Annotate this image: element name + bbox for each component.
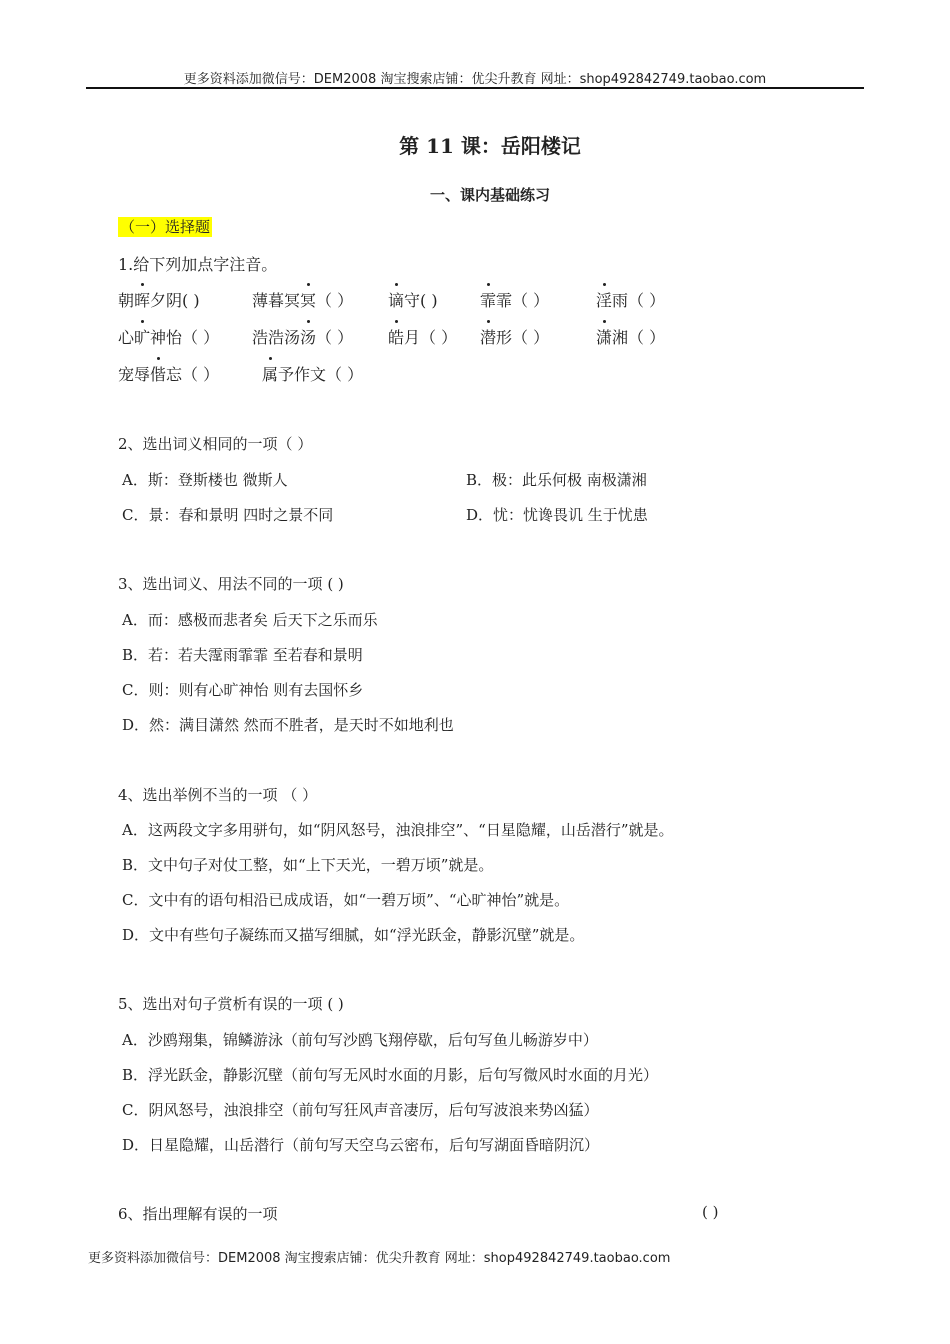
q1-row3-item2: 属予作文（ ） <box>262 362 363 385</box>
q1-row2-item4: 潜形（ ） <box>480 325 549 348</box>
header-rule <box>86 87 864 89</box>
q1-row2-item3: 皓月（ ） <box>388 325 457 348</box>
q4-option-c: C．文中有的语句相沿已成成语，如“一碧万顷”、“心旷神怡”就是。 <box>122 891 570 909</box>
q2-option-b: B．极：此乐何极 南极潇湘 <box>466 471 647 489</box>
q6-prompt: 6、指出理解有误的一项 <box>118 1205 278 1223</box>
q5-option-d: D．日星隐耀，山岳潜行（前句写天空乌云密布，后句写湖面昏暗阴沉） <box>122 1136 600 1154</box>
q4-option-d: D．文中有些句子凝练而又描写细腻，如“浮光跃金，静影沉壁”就是。 <box>122 926 585 944</box>
page-header: 更多资料添加微信号：DEM2008 淘宝搜索店铺：优尖升教育 网址：shop492842749.taobao.com <box>183 72 767 87</box>
q4-option-a: A．这两段文字多用骈句，如“阴风怒号，浊浪排空”、“日星隐耀，山岳潜行”就是。 <box>122 821 674 839</box>
q5-option-b: B．浮光跃金，静影沉壁（前句写无风时水面的月影，后句写微风时水面的月光） <box>122 1066 659 1084</box>
q2-prompt: 2、选出词义相同的一项（ ） <box>118 435 313 453</box>
q1-row3-item1: 宠辱偕忘（ ） <box>118 362 219 385</box>
q4-option-b: B．文中句子对仗工整，如“上下天光，一碧万顷”就是。 <box>122 856 494 874</box>
q1-row1-item3: 谪守( ) <box>388 288 438 311</box>
q1-row1-item1: 朝晖夕阴( ) <box>118 288 200 311</box>
q3-option-b: B．若：若夫霪雨霏霏 至若春和景明 <box>122 646 363 664</box>
page-footer: 更多资料添加微信号：DEM2008 淘宝搜索店铺：优尖升教育 网址：shop492842749.taobao.com <box>88 1251 671 1266</box>
q1-row2-item5: 潇湘（ ） <box>596 325 665 348</box>
page-title: 第 11 课：岳阳楼记 <box>399 134 581 158</box>
q1-row1-item2: 薄暮冥冥（ ） <box>252 288 353 311</box>
q5-option-a: A．沙鸥翔集，锦鳞游泳（前句写沙鸥飞翔停歇，后句写鱼儿畅游岁中） <box>122 1031 598 1049</box>
section-heading: 一、课内基础练习 <box>429 186 550 204</box>
q1-row2-item2: 浩浩汤汤（ ） <box>252 325 353 348</box>
q3-prompt: 3、选出词义、用法不同的一项 ( ) <box>118 575 344 593</box>
q2-option-a: A．斯：登斯楼也 微斯人 <box>122 471 288 489</box>
q3-option-a: A．而：感极而悲者矣 后天下之乐而乐 <box>122 611 378 629</box>
q3-option-c: C．则：则有心旷神怡 则有去国怀乡 <box>122 681 364 699</box>
q5-prompt: 5、选出对句子赏析有误的一项 ( ) <box>118 995 344 1013</box>
q1-row1-item4: 霏霏（ ） <box>480 288 549 311</box>
q4-prompt: 4、选出举例不当的一项 （ ） <box>118 786 318 804</box>
q1-row1-item5: 淫雨（ ） <box>596 288 665 311</box>
q1-row2-item1: 心旷神怡（ ） <box>118 325 219 348</box>
q6-answer-paren: ( ) <box>702 1203 719 1221</box>
q2-option-c: C．景：春和景明 四时之景不同 <box>122 506 334 524</box>
q5-option-c: C．阴风怒号，浊浪排空（前句写狂风声音凄厉，后句写波浪来势凶猛） <box>122 1101 599 1119</box>
choice-section-label <box>118 216 212 237</box>
q3-option-d: D．然：满目潇然 然而不胜者，是天时不如地利也 <box>122 716 454 734</box>
q2-option-d: D．忧：忧谗畏讥 生于忧患 <box>466 506 648 524</box>
highlighted-label: （一）选择题 <box>120 218 211 236</box>
q1-prompt: 1.给下列加点字注音。 <box>118 255 278 274</box>
